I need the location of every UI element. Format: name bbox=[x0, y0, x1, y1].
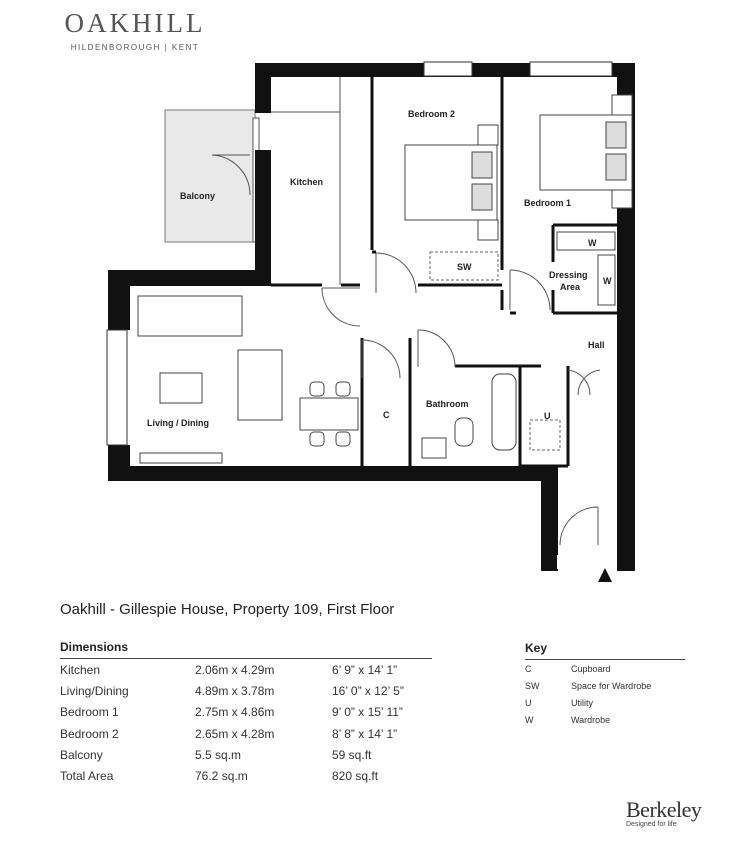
logo-location: HILDENBOROUGH | KENT bbox=[70, 43, 200, 52]
dimension-imperial: 820 sq.ft bbox=[332, 769, 379, 784]
bed-bedroom2 bbox=[405, 125, 498, 240]
label-living-dining: Living / Dining bbox=[147, 418, 209, 428]
key-meaning: Space for Wardrobe bbox=[571, 680, 652, 691]
dimension-row bbox=[60, 744, 432, 765]
toilet bbox=[455, 418, 473, 446]
dimension-imperial: 8’ 8” x 14’ 1” bbox=[332, 726, 398, 741]
label-dressing: Dressing bbox=[549, 270, 588, 280]
dimension-room: Living/Dining bbox=[60, 683, 129, 698]
label-balcony: Balcony bbox=[180, 191, 216, 201]
dimension-room: Total Area bbox=[60, 769, 114, 784]
dimension-metric: 76.2 sq.m bbox=[195, 769, 248, 784]
label-kitchen: Kitchen bbox=[290, 177, 324, 187]
dimension-metric: 4.89m x 3.78m bbox=[195, 683, 275, 698]
key-code: C bbox=[525, 663, 532, 674]
key-meaning: Cupboard bbox=[571, 663, 611, 674]
wardrobe-top bbox=[557, 232, 615, 250]
dimension-metric: 2.75m x 4.86m bbox=[195, 705, 275, 720]
label-bathroom: Bathroom bbox=[426, 399, 469, 409]
label-wardrobe-2: W bbox=[603, 276, 612, 286]
label-bedroom1: Bedroom 1 bbox=[524, 198, 572, 208]
key-row bbox=[525, 711, 685, 728]
dining-table bbox=[300, 398, 358, 430]
logo-brand-name: OAKHILL bbox=[64, 8, 206, 38]
label-sw: SW bbox=[457, 262, 472, 272]
dimension-row bbox=[60, 680, 432, 701]
dimension-room: Bedroom 2 bbox=[60, 726, 119, 741]
dimensions-table bbox=[60, 640, 432, 787]
dimension-imperial: 6’ 9” x 14’ 1” bbox=[332, 662, 398, 677]
key-code: W bbox=[525, 714, 534, 725]
berkeley-brand-name: Berkeley bbox=[626, 797, 702, 822]
dimension-room: Balcony bbox=[60, 747, 103, 762]
label-wardrobe-1: W bbox=[588, 238, 597, 248]
entrance-gap bbox=[557, 555, 617, 571]
media-unit bbox=[140, 453, 222, 463]
label-bedroom2: Bedroom 2 bbox=[408, 109, 456, 119]
dimension-room: Bedroom 1 bbox=[60, 705, 119, 720]
dimension-metric: 5.5 sq.m bbox=[195, 747, 242, 762]
berkeley-tagline: Designed for life bbox=[626, 821, 677, 828]
dimensions-heading: Dimensions bbox=[60, 640, 432, 659]
label-hall: Hall bbox=[588, 340, 605, 350]
utility-unit bbox=[530, 420, 560, 450]
key-code: U bbox=[525, 697, 532, 708]
dimension-metric: 2.06m x 4.29m bbox=[195, 662, 275, 677]
label-cupboard: C bbox=[383, 410, 390, 420]
key-row bbox=[525, 694, 685, 711]
key-heading: Key bbox=[525, 641, 685, 660]
berkeley-logo bbox=[626, 797, 716, 828]
dimension-row bbox=[60, 723, 432, 744]
basin bbox=[422, 438, 446, 458]
bed-bedroom1 bbox=[540, 95, 632, 208]
property-title: Oakhill - Gillespie House, Property 109, First Floor bbox=[60, 601, 395, 618]
dimension-row bbox=[60, 765, 432, 786]
dimension-imperial: 16’ 0” x 12’ 5” bbox=[332, 683, 404, 698]
window-bedroom2 bbox=[424, 62, 472, 76]
dimension-row bbox=[60, 702, 432, 723]
dimension-metric: 2.65m x 4.28m bbox=[195, 726, 275, 741]
key-row bbox=[525, 677, 685, 694]
coffee-table bbox=[160, 373, 202, 403]
window-living bbox=[107, 330, 127, 445]
bathtub bbox=[492, 374, 516, 450]
label-dressing-area: Area bbox=[560, 282, 581, 292]
dimension-imperial: 9’ 0” x 15’ 11” bbox=[332, 705, 403, 720]
key-row bbox=[525, 660, 685, 677]
balcony-area bbox=[165, 110, 255, 242]
key-meaning: Utility bbox=[571, 697, 593, 708]
key-table bbox=[525, 641, 685, 728]
dimension-row bbox=[60, 659, 432, 680]
dimension-imperial: 59 sq.ft bbox=[332, 747, 372, 762]
label-utility: U bbox=[544, 411, 551, 421]
key-meaning: Wardrobe bbox=[571, 714, 611, 725]
dimension-room: Kitchen bbox=[60, 662, 101, 677]
window-bedroom1 bbox=[530, 62, 612, 76]
key-code: SW bbox=[525, 680, 540, 691]
